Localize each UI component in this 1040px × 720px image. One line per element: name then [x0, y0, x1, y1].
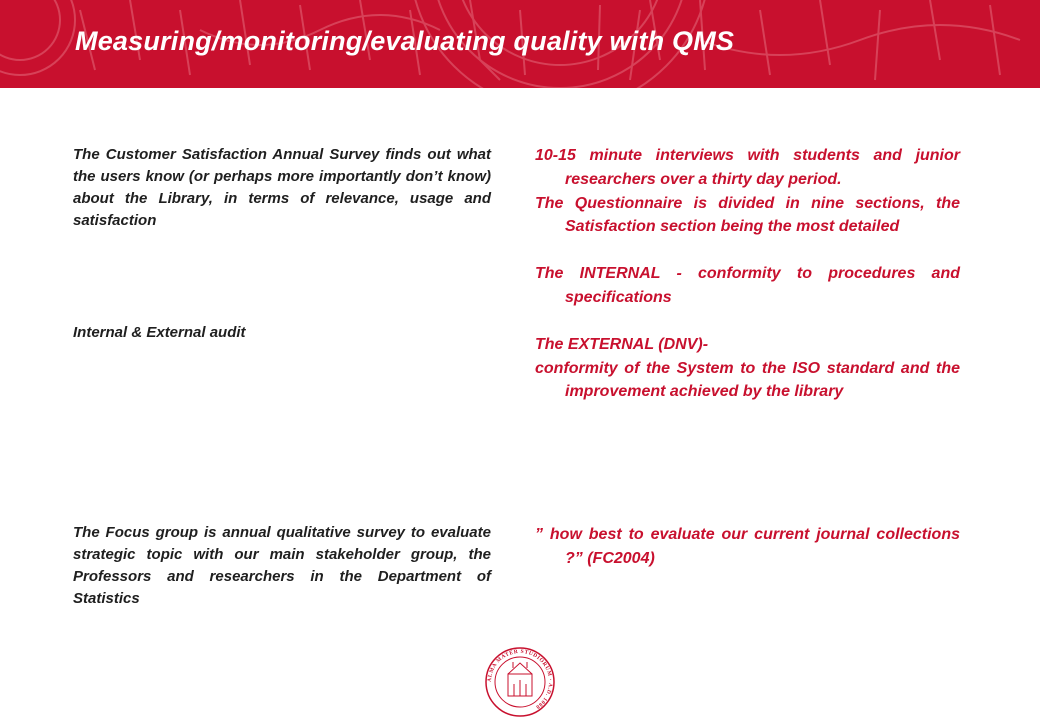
header-banner — [0, 0, 1040, 88]
external-audit-heading: The EXTERNAL (DNV)- — [535, 335, 709, 353]
internal-audit-text: The INTERNAL - conformity to procedures and specifications — [535, 265, 960, 306]
interviews-text: 10-15 minute interviews with students and junior researchers over a thirty day period. — [535, 147, 960, 188]
focus-group-description: The Focus group is annual qualitative survey to evaluate strategic topic with our main stakeholder group, the Professors and researchers in the Department of Statistics — [73, 524, 491, 607]
survey-description: The Customer Satisfaction Annual Survey finds out what the users know (or perhaps more importantly don’t know) about the Library, in terms of relevance, usage and satisfaction — [73, 146, 491, 229]
seal-inscription: ALMA MATER STUDIORUM · A.D. 1088 — [486, 648, 554, 710]
audit-description: Internal & External audit — [73, 324, 246, 341]
external-audit-text: conformity of the System to the ISO standard and the improvement achieved by the library — [535, 359, 960, 401]
university-seal-icon — [484, 646, 556, 718]
focus-group-details — [535, 523, 960, 571]
audit-details — [535, 144, 960, 404]
focus-quote-text: ” how best to evaluate our current journal collections ?” (FC2004) — [535, 526, 960, 567]
page-title: Measuring/monitoring/evaluating quality with QMS — [75, 26, 735, 56]
questionnaire-text: The Questionnaire is divided in nine sections, the Satisfaction section being the most detailed — [535, 194, 960, 236]
